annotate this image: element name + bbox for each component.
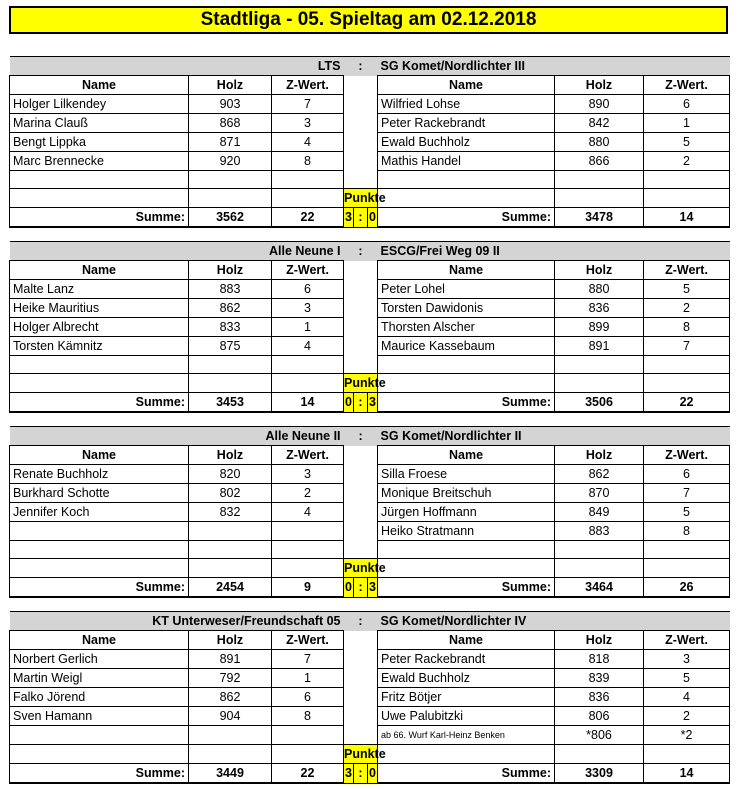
away-player-zwert: 4 <box>644 688 730 707</box>
home-player-name: Burkhard Schotte <box>10 484 189 503</box>
points-home: 3 <box>344 208 354 228</box>
points-away: 3 <box>368 578 378 598</box>
away-sum-holz: 3464 <box>555 578 644 598</box>
home-player-zwert: 2 <box>272 484 344 503</box>
col-name: Name <box>378 446 555 465</box>
home-player-holz: 820 <box>189 465 272 484</box>
away-player-name: Ewald Buchholz <box>378 133 555 152</box>
away-player-zwert: 5 <box>644 133 730 152</box>
home-player-zwert: 3 <box>272 114 344 133</box>
home-player-zwert: 4 <box>272 337 344 356</box>
away-player-name: ab 66. Wurf Karl-Heinz Benken <box>378 726 555 745</box>
home-player-zwert <box>272 726 344 745</box>
away-player-zwert: 6 <box>644 465 730 484</box>
page-title: Stadtliga - 05. Spieltag am 02.12.2018 <box>9 6 728 34</box>
col-zwert: Z-Wert. <box>272 631 344 650</box>
home-sum-holz: 3453 <box>189 393 272 413</box>
home-player-name: Torsten Kämnitz <box>10 337 189 356</box>
away-player-holz: 842 <box>555 114 644 133</box>
away-player-holz: 899 <box>555 318 644 337</box>
away-player-holz: *806 <box>555 726 644 745</box>
away-player-name <box>378 171 555 189</box>
points-separator: : <box>354 578 368 598</box>
home-sum-holz: 3449 <box>189 764 272 784</box>
col-holz: Holz <box>555 446 644 465</box>
player-row <box>10 503 730 522</box>
away-player-holz: 890 <box>555 95 644 114</box>
home-player-holz: 833 <box>189 318 272 337</box>
col-name: Name <box>10 261 189 280</box>
home-player-zwert: 3 <box>272 299 344 318</box>
match-header-row <box>10 57 730 76</box>
away-player-name: Mathis Handel <box>378 152 555 171</box>
away-player-name: Heiko Stratmann <box>378 522 555 541</box>
points-away: 0 <box>368 764 378 784</box>
home-player-zwert: 4 <box>272 503 344 522</box>
player-row <box>10 299 730 318</box>
col-holz: Holz <box>189 76 272 95</box>
points-away: 3 <box>368 393 378 413</box>
away-player-holz: 866 <box>555 152 644 171</box>
home-player-zwert: 6 <box>272 688 344 707</box>
player-row <box>10 541 730 559</box>
home-player-holz: 862 <box>189 688 272 707</box>
away-sum-holz: 3506 <box>555 393 644 413</box>
away-player-name <box>378 356 555 374</box>
player-row <box>10 356 730 374</box>
col-zwert: Z-Wert. <box>644 631 730 650</box>
column-header-row <box>10 631 730 650</box>
points-home: 3 <box>344 764 354 784</box>
home-sum-label: Summe: <box>10 764 189 784</box>
away-sum-label: Summe: <box>378 764 555 784</box>
col-name: Name <box>378 76 555 95</box>
home-player-holz <box>189 356 272 374</box>
home-player-holz: 862 <box>189 299 272 318</box>
team-separator: : <box>344 612 378 631</box>
points-label: Punkte <box>344 189 378 208</box>
player-row <box>10 669 730 688</box>
away-player-zwert: 5 <box>644 503 730 522</box>
home-player-name: Renate Buchholz <box>10 465 189 484</box>
match-header-row <box>10 427 730 446</box>
away-player-holz <box>555 541 644 559</box>
away-player-zwert <box>644 541 730 559</box>
col-holz: Holz <box>189 631 272 650</box>
away-player-zwert <box>644 356 730 374</box>
away-player-holz: 836 <box>555 688 644 707</box>
points-separator: : <box>354 393 368 413</box>
home-player-name <box>10 541 189 559</box>
home-player-name <box>10 171 189 189</box>
points-separator: : <box>354 764 368 784</box>
points-label-row <box>10 189 730 208</box>
player-row <box>10 133 730 152</box>
col-name: Name <box>10 446 189 465</box>
away-team-name: ESCG/Frei Weg 09 II <box>378 242 730 261</box>
home-sum-zwert: 22 <box>272 208 344 228</box>
sum-row <box>10 393 730 413</box>
player-row <box>10 280 730 299</box>
away-player-zwert: 8 <box>644 522 730 541</box>
col-zwert: Z-Wert. <box>272 76 344 95</box>
home-team-name: LTS <box>10 57 344 76</box>
away-player-holz: 818 <box>555 650 644 669</box>
column-header-row <box>10 76 730 95</box>
away-player-name: Ewald Buchholz <box>378 669 555 688</box>
home-player-holz: 792 <box>189 669 272 688</box>
away-player-zwert <box>644 171 730 189</box>
col-zwert: Z-Wert. <box>272 446 344 465</box>
home-team-name: Alle Neune II <box>10 427 344 446</box>
away-player-zwert: 2 <box>644 299 730 318</box>
away-sum-zwert: 26 <box>644 578 730 598</box>
team-separator: : <box>344 57 378 76</box>
away-player-holz: 836 <box>555 299 644 318</box>
home-player-zwert: 1 <box>272 318 344 337</box>
home-player-holz <box>189 171 272 189</box>
away-sum-label: Summe: <box>378 578 555 598</box>
match-table <box>9 426 730 598</box>
home-player-name: Malte Lanz <box>10 280 189 299</box>
home-team-name: KT Unterweser/Freundschaft 05 <box>10 612 344 631</box>
points-separator: : <box>354 208 368 228</box>
away-player-name: Peter Rackebrandt <box>378 114 555 133</box>
column-header-row <box>10 446 730 465</box>
points-label: Punkte <box>344 559 378 578</box>
home-player-name: Norbert Gerlich <box>10 650 189 669</box>
home-team-name: Alle Neune I <box>10 242 344 261</box>
match-header-row <box>10 242 730 261</box>
home-sum-holz: 2454 <box>189 578 272 598</box>
col-zwert: Z-Wert. <box>644 261 730 280</box>
col-name: Name <box>10 631 189 650</box>
match-table <box>9 241 730 413</box>
away-player-holz: 862 <box>555 465 644 484</box>
player-row <box>10 465 730 484</box>
col-name: Name <box>378 261 555 280</box>
away-sum-holz: 3309 <box>555 764 644 784</box>
away-player-name: Wilfried Lohse <box>378 95 555 114</box>
away-team-name: SG Komet/Nordlichter III <box>378 57 730 76</box>
home-player-holz <box>189 522 272 541</box>
away-player-zwert: 7 <box>644 484 730 503</box>
home-sum-zwert: 9 <box>272 578 344 598</box>
away-player-zwert: 7 <box>644 337 730 356</box>
home-player-zwert: 1 <box>272 669 344 688</box>
home-player-zwert <box>272 522 344 541</box>
away-player-name: Maurice Kassebaum <box>378 337 555 356</box>
away-player-holz: 870 <box>555 484 644 503</box>
home-sum-label: Summe: <box>10 208 189 228</box>
home-player-zwert: 8 <box>272 707 344 726</box>
home-player-name: Marc Brennecke <box>10 152 189 171</box>
home-player-name <box>10 522 189 541</box>
points-label-row <box>10 374 730 393</box>
away-player-name: Peter Lohel <box>378 280 555 299</box>
away-player-zwert: *2 <box>644 726 730 745</box>
team-separator: : <box>344 427 378 446</box>
home-sum-zwert: 22 <box>272 764 344 784</box>
away-team-name: SG Komet/Nordlichter IV <box>378 612 730 631</box>
player-row <box>10 318 730 337</box>
away-player-name: Silla Froese <box>378 465 555 484</box>
home-sum-label: Summe: <box>10 578 189 598</box>
column-header-row <box>10 261 730 280</box>
home-player-name: Heike Mauritius <box>10 299 189 318</box>
col-name: Name <box>378 631 555 650</box>
home-player-holz: 883 <box>189 280 272 299</box>
home-player-holz: 904 <box>189 707 272 726</box>
home-player-zwert <box>272 541 344 559</box>
player-row <box>10 171 730 189</box>
points-home: 0 <box>344 578 354 598</box>
away-player-holz: 883 <box>555 522 644 541</box>
player-row <box>10 688 730 707</box>
away-player-name: Thorsten Alscher <box>378 318 555 337</box>
col-holz: Holz <box>189 261 272 280</box>
player-row <box>10 522 730 541</box>
player-row <box>10 337 730 356</box>
home-player-zwert: 6 <box>272 280 344 299</box>
player-row <box>10 114 730 133</box>
col-name: Name <box>10 76 189 95</box>
home-player-zwert: 7 <box>272 650 344 669</box>
home-player-name: Sven Hamann <box>10 707 189 726</box>
player-row <box>10 152 730 171</box>
home-player-holz: 871 <box>189 133 272 152</box>
player-row <box>10 707 730 726</box>
home-player-zwert <box>272 356 344 374</box>
home-player-name: Bengt Lippka <box>10 133 189 152</box>
home-player-name: Holger Albrecht <box>10 318 189 337</box>
away-player-holz: 839 <box>555 669 644 688</box>
home-player-name: Holger Lilkendey <box>10 95 189 114</box>
points-label-row <box>10 745 730 764</box>
col-holz: Holz <box>189 446 272 465</box>
away-player-name: Uwe Palubitzki <box>378 707 555 726</box>
away-player-name: Torsten Dawidonis <box>378 299 555 318</box>
col-zwert: Z-Wert. <box>644 446 730 465</box>
col-holz: Holz <box>555 631 644 650</box>
away-player-zwert: 6 <box>644 95 730 114</box>
home-player-zwert: 3 <box>272 465 344 484</box>
home-player-holz: 832 <box>189 503 272 522</box>
match-table <box>9 611 730 784</box>
away-player-zwert: 2 <box>644 152 730 171</box>
col-holz: Holz <box>555 76 644 95</box>
away-sum-label: Summe: <box>378 208 555 228</box>
home-player-holz: 868 <box>189 114 272 133</box>
points-label-row <box>10 559 730 578</box>
player-row <box>10 95 730 114</box>
away-sum-label: Summe: <box>378 393 555 413</box>
away-player-zwert: 1 <box>644 114 730 133</box>
points-label: Punkte <box>344 374 378 393</box>
home-player-name: Falko Jörend <box>10 688 189 707</box>
col-holz: Holz <box>555 261 644 280</box>
player-row <box>10 484 730 503</box>
away-sum-zwert: 14 <box>644 208 730 228</box>
away-player-name: Fritz Bötjer <box>378 688 555 707</box>
home-player-holz: 802 <box>189 484 272 503</box>
away-sum-holz: 3478 <box>555 208 644 228</box>
home-player-name: Martin Weigl <box>10 669 189 688</box>
away-player-holz: 880 <box>555 280 644 299</box>
home-player-name <box>10 726 189 745</box>
home-sum-holz: 3562 <box>189 208 272 228</box>
away-sum-zwert: 22 <box>644 393 730 413</box>
home-player-zwert <box>272 171 344 189</box>
team-separator: : <box>344 242 378 261</box>
away-player-zwert: 3 <box>644 650 730 669</box>
home-player-zwert: 7 <box>272 95 344 114</box>
home-player-holz: 920 <box>189 152 272 171</box>
away-player-name: Peter Rackebrandt <box>378 650 555 669</box>
home-sum-zwert: 14 <box>272 393 344 413</box>
home-player-holz <box>189 726 272 745</box>
col-zwert: Z-Wert. <box>272 261 344 280</box>
sum-row <box>10 578 730 598</box>
home-player-zwert: 8 <box>272 152 344 171</box>
home-player-holz: 875 <box>189 337 272 356</box>
home-player-name: Jennifer Koch <box>10 503 189 522</box>
away-player-zwert: 8 <box>644 318 730 337</box>
player-row <box>10 726 730 745</box>
away-player-holz <box>555 171 644 189</box>
points-away: 0 <box>368 208 378 228</box>
away-player-name: Monique Breitschuh <box>378 484 555 503</box>
home-sum-label: Summe: <box>10 393 189 413</box>
away-sum-zwert: 14 <box>644 764 730 784</box>
points-label: Punkte <box>344 745 378 764</box>
away-team-name: SG Komet/Nordlichter II <box>378 427 730 446</box>
away-player-holz <box>555 356 644 374</box>
away-player-holz: 806 <box>555 707 644 726</box>
sum-row <box>10 208 730 228</box>
home-player-zwert: 4 <box>272 133 344 152</box>
match-header-row <box>10 612 730 631</box>
home-player-name <box>10 356 189 374</box>
away-player-holz: 880 <box>555 133 644 152</box>
points-home: 0 <box>344 393 354 413</box>
away-player-zwert: 5 <box>644 280 730 299</box>
player-row <box>10 650 730 669</box>
away-player-name <box>378 541 555 559</box>
home-player-holz: 891 <box>189 650 272 669</box>
home-player-holz <box>189 541 272 559</box>
away-player-holz: 891 <box>555 337 644 356</box>
away-player-name: Jürgen Hoffmann <box>378 503 555 522</box>
away-player-holz: 849 <box>555 503 644 522</box>
home-player-name: Marina Clauß <box>10 114 189 133</box>
away-player-zwert: 2 <box>644 707 730 726</box>
match-table <box>9 56 730 228</box>
home-player-holz: 903 <box>189 95 272 114</box>
col-zwert: Z-Wert. <box>644 76 730 95</box>
sum-row <box>10 764 730 784</box>
away-player-zwert: 5 <box>644 669 730 688</box>
